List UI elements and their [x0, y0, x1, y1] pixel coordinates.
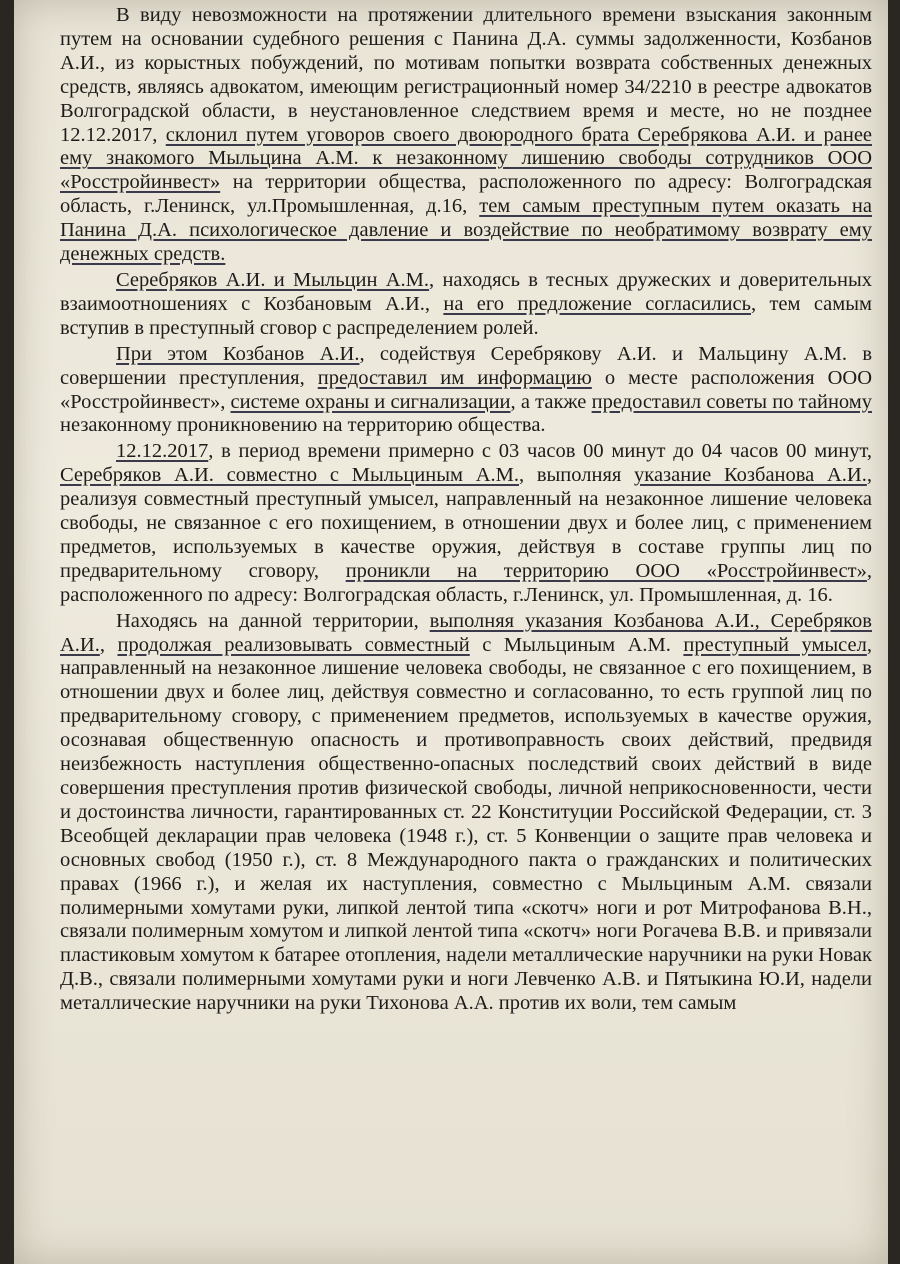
text-run: , в период времени примерно с 03 часов 00 минут до 04 часов 00 минут,: [208, 440, 872, 463]
text-run: Находясь на данной территории,: [116, 609, 430, 632]
underlined-text: системе охраны и сигнализации: [230, 390, 511, 413]
text-run: , направленный на незаконное лишение человека свободы, не связанное с его похищением, в отношении двух и более лиц, действуя совместно и согласованно, то есть группой лиц по предварительному сговору, с применением предметов, используемых в качестве оружия, осознавая общественную опасность и противоправность своих действий, предвидя неизбежность наступления общественно-опасных последствий своих действий в виде совершения преступления против физической свободы, личной неприкосновенности, чести и достоинства личности, гарантированных ст. 22 Конституции Российской Федерации, ст. 3 Всеобщей декларации прав человека (1948 г.), ст. 5 Конвенции о защите прав человека и основных свобод (1950 г.), ст. 8 Международного пакта о гражданских и политических правах (1966 г.), и желая их наступления, совместно с Мыльциным А.М. связали полимерными хомутами руки, липкой лентой типа «скотч» ноги и рот Митрофанова В.Н., связали полимерным хомутом и липкой лентой типа «скотч» ноги Рогачева В.В. и привязали пластиковым хомутом к батарее отопления, надели металлические наручники на руки Новак Д.В., связали полимерными хомутами руки и ноги Левченко А.В. и Пятыкина Ю.И, надели металлические наручники на руки Тихонова А.А. против их воли, тем самым: [60, 633, 872, 1015]
underlined-text: предоставил им информацию: [317, 366, 592, 389]
text-run: , находясь в тесных дружеских и доверительных взаимоотношениях с Козбановым А.И.,: [60, 268, 873, 315]
paragraph-2: [60, 269, 872, 341]
underlined-text: При этом Козбанов А.И.: [116, 342, 360, 365]
text-run: , расположенного по адресу: Волгоградская область, г.Ленинск, ул. Промышленная, д. 16.: [60, 559, 872, 606]
underlined-text: указание Козбанова А.И.: [634, 464, 867, 487]
paragraph-3: [60, 343, 872, 439]
underlined-text: склонил путем уговоров своего двоюродного брата Серебрякова А.И. и ранее ему знакомого Мыльцина А.М. к незаконному лишению свободы сотрудников ООО «Росстройинвест»: [60, 123, 873, 194]
underlined-text: Серебряков А.И. совместно с Мыльциным А.М.: [60, 464, 519, 487]
text-run: ,: [99, 633, 118, 656]
text-run: В виду невозможности на протяжении длительного времени взыскания законным путем на основании судебного решения с Панина Д.А. суммы задолженности, Козбанов А.И., из корыстных побуждений, по мотивам попытки возврата собственных денежных средств, являясь адвокатом, имеющим регистрационный номер 34/2210 в реестре адвокатов Волгоградской области, в неустановленное следствием время и месте, но не позднее 12.12.2017,: [60, 4, 872, 146]
underlined-text: выполняя указания Козбанова А.И., Серебряков А.И.: [60, 609, 872, 656]
underlined-text: продолжая реализовывать совместный: [117, 633, 470, 656]
underlined-text: проникли на территорию ООО «Росстройинвест»: [345, 559, 867, 582]
document-body: [60, 4, 872, 1016]
paragraph-4: [60, 440, 872, 607]
underlined-text: 12.12.2017: [116, 440, 209, 463]
underlined-text: Серебряков А.И. и Мыльцин А.М.: [116, 268, 430, 291]
document-page: [14, 0, 888, 1264]
text-run: , тем самым вступив в преступный сговор с распределением ролей.: [60, 292, 872, 339]
text-run: на территории общества, расположенного по адресу: Волгоградская область, г.Ленинск, ул.Промышленная, д.16,: [60, 171, 872, 218]
text-run: незаконному проникновению на территорию общества.: [60, 414, 546, 437]
underlined-text: тем самым преступным путем оказать на Панина Д.А. психологическое давление и воздействие по необратимому возврату ему денежных средств.: [60, 195, 872, 266]
text-run: с Мыльциным А.М.: [469, 633, 684, 656]
paragraph-5: [60, 610, 872, 1016]
underlined-text: на его предложение согласились: [443, 292, 751, 315]
underlined-text: преступный умысел: [683, 633, 867, 656]
text-run: о месте расположения ООО «Росстройинвест»,: [60, 366, 872, 413]
text-run: , реализуя совместный преступный умысел, направленный на незаконное лишение человека свободы, не связанное с его похищением, в отношении двух и более лиц, с применением предметов, используемых в качестве оружия, действуя в составе группы лиц по предварительному сговору,: [60, 464, 872, 582]
paragraph-1: [60, 4, 872, 267]
text-run: , выполняя: [519, 464, 635, 487]
text-run: , а также: [510, 390, 592, 413]
underlined-text: предоставил советы по тайному: [591, 390, 873, 413]
text-run: , содействуя Серебрякову А.И. и Мальцину А.М. в совершении преступления,: [60, 342, 872, 389]
